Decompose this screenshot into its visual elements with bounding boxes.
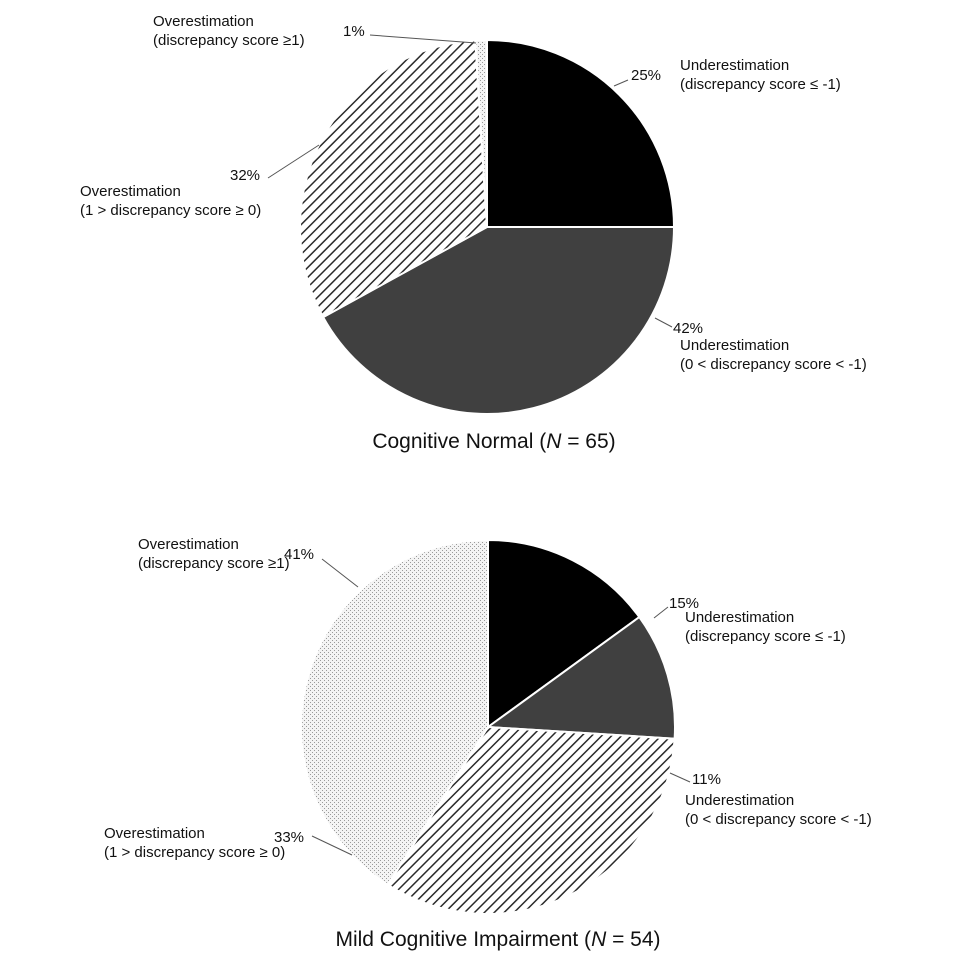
pie-slices [300, 40, 674, 414]
slice-percent-label: 11% [692, 771, 721, 788]
pie-slices [301, 540, 675, 914]
slice-category-label: Overestimation (1 > discrepancy score ≥ 0) [104, 825, 286, 861]
slice-percent-label: 41% [284, 546, 315, 563]
leader-line [322, 559, 358, 587]
slice-percent-label: 25% [631, 67, 662, 84]
slice-category-label: Underestimation (discrepancy score ≤ -1) [680, 57, 841, 93]
slice-category-label: Underestimation (0 < discrepancy score < -1) [680, 337, 867, 373]
leader-line [655, 318, 672, 327]
slice-category-label: Underestimation (discrepancy score ≤ -1) [685, 609, 846, 645]
chart-title: Mild Cognitive Impairment (N = 54) [335, 928, 661, 951]
slice-category-label: Overestimation (discrepancy score ≥1) [138, 536, 290, 572]
leader-line [614, 80, 628, 86]
slice-category-label: Overestimation (1 > discrepancy score ≥ 0) [80, 183, 262, 219]
slice-percent-label: 32% [230, 167, 261, 184]
pie-chart-cognitive-normal [80, 13, 867, 453]
pie-chart-mild-cognitive-impairment [104, 536, 872, 951]
slice-percent-label: 42% [673, 320, 704, 337]
slice-percent-label: 33% [274, 829, 305, 846]
slice-category-label: Underestimation (0 < discrepancy score < -1) [685, 792, 872, 828]
slice-category-label: Overestimation (discrepancy score ≥1) [153, 13, 305, 49]
slice-percent-label: 15% [669, 595, 700, 612]
leader-line [670, 773, 690, 782]
chart-title: Cognitive Normal (N = 65) [372, 430, 616, 453]
leader-line [370, 35, 476, 43]
slice-percent-label: 1% [343, 23, 365, 40]
leader-line [654, 607, 668, 618]
